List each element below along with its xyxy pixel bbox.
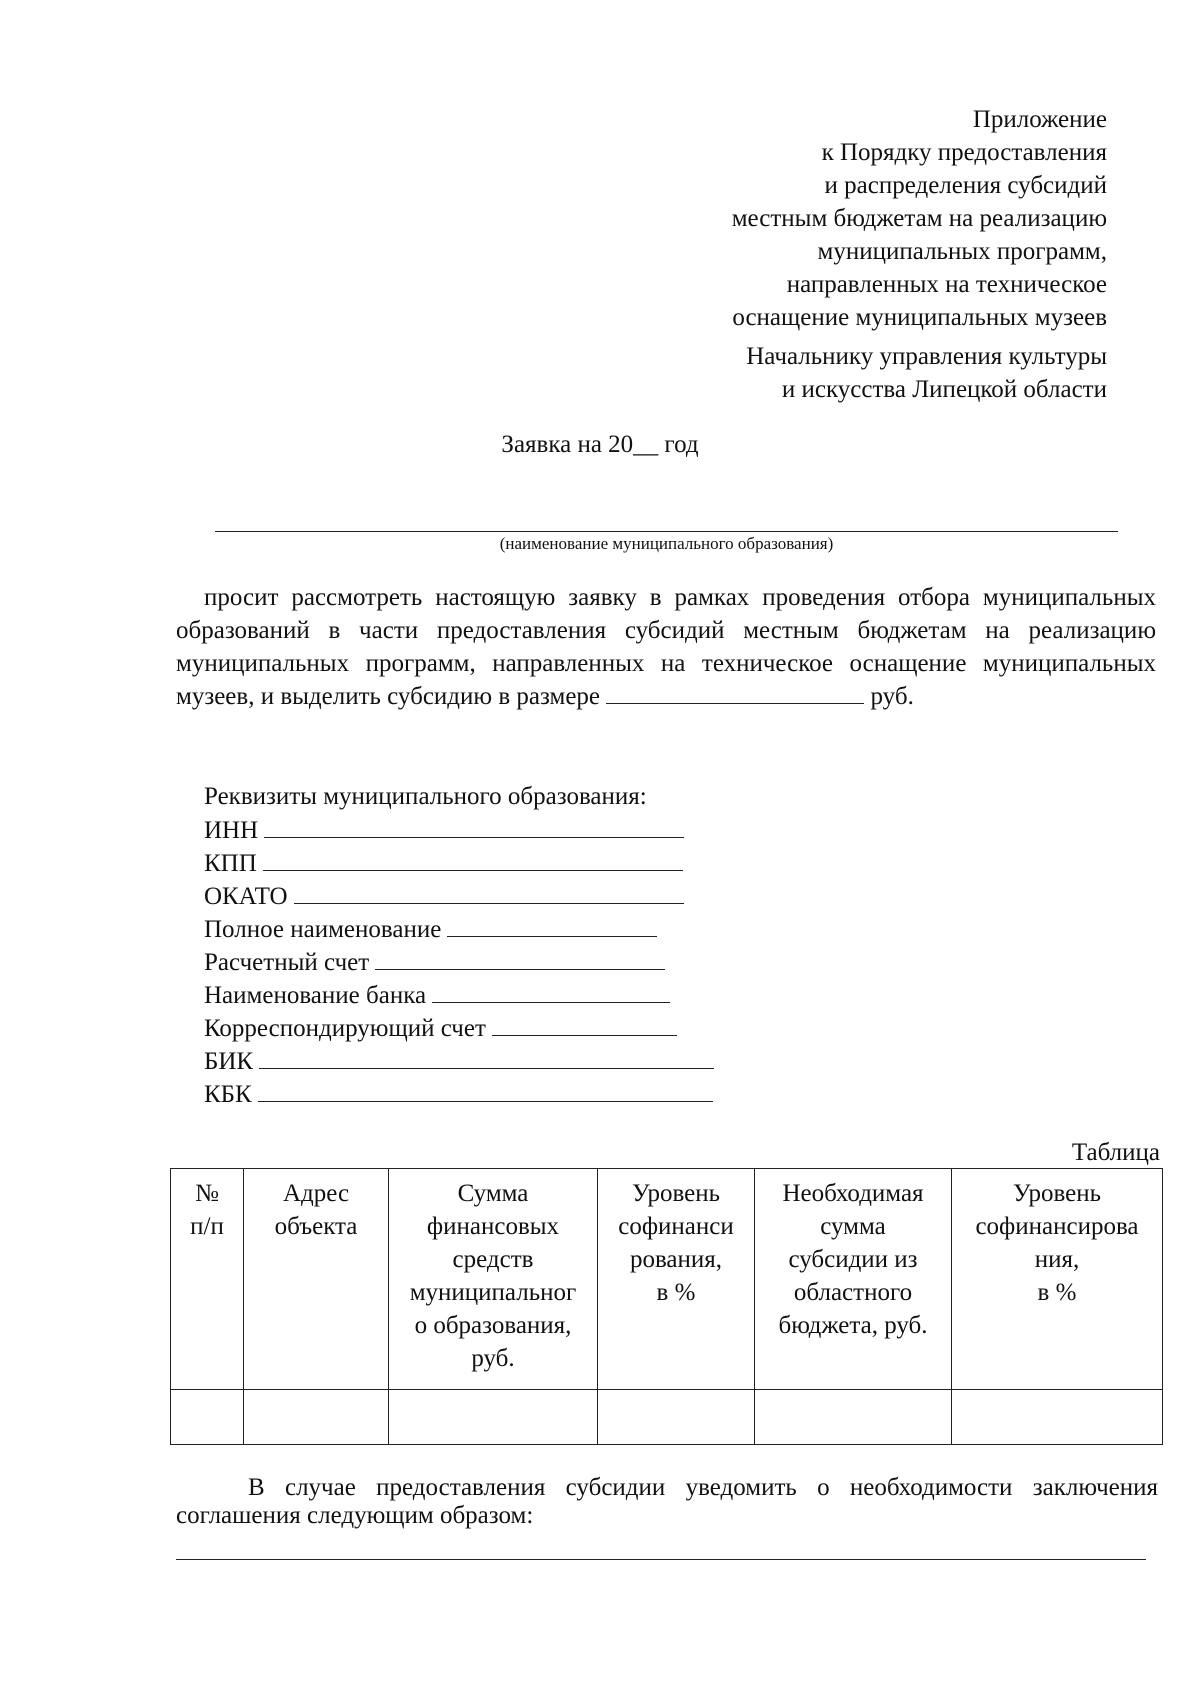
header-line: Сумма — [457, 1180, 529, 1207]
header-cell-address — [244, 1169, 389, 1390]
header-line: руб. — [471, 1345, 515, 1372]
municipality-name-caption: (наименование муниципального образования) — [499, 534, 834, 553]
header-line: Адрес — [282, 1180, 350, 1207]
header-line: бюджета, руб. — [778, 1312, 928, 1339]
field-blank — [264, 813, 684, 838]
header-line: Уровень — [631, 1180, 721, 1207]
closing-blank-line — [176, 1559, 1146, 1560]
appendix-line: и распределения субсидий — [824, 172, 1107, 199]
field-blank — [259, 1044, 714, 1069]
field-okato — [204, 879, 714, 912]
header-line: Необходимая — [782, 1180, 924, 1207]
field-label: КБК — [204, 1081, 252, 1108]
header-line: муниципальног — [409, 1279, 577, 1306]
table-cell — [171, 1390, 244, 1445]
field-label: Полное наименование — [204, 916, 442, 943]
field-kbk — [204, 1077, 714, 1110]
request-text: просит рассмотреть настоящую заявку в рамках проведения отбора муниципальных образований в части предоставления субсидий местным бюджетам на реализацию муниципальных программ, направленных на техническое оснащение муниципальных музеев, и выделить субсидию в размере — [176, 584, 1156, 710]
header-line: областного — [793, 1279, 913, 1306]
addressee-block — [746, 340, 1107, 406]
field-label: ИНН — [204, 817, 259, 844]
field-label: КПП — [204, 850, 257, 877]
requisites-heading: Реквизиты муниципального образования: — [204, 783, 647, 810]
field-blank — [258, 1077, 713, 1102]
closing-text: В случае предоставления субсидии уведомить о необходимости заключения соглашения следующим образом: — [176, 1474, 1158, 1529]
table-cell — [952, 1390, 1163, 1445]
header-line: сумма — [820, 1213, 886, 1240]
field-label: Расчетный счет — [204, 949, 370, 976]
table-row — [171, 1390, 1163, 1445]
header-line: субсидии из — [788, 1246, 918, 1273]
appendix-line: муниципальных программ, — [817, 238, 1107, 265]
field-blank — [294, 879, 684, 904]
table-cell — [389, 1390, 598, 1445]
header-line: в % — [656, 1279, 696, 1306]
document-title: Заявка на 20__ год — [501, 431, 699, 458]
field-label: БИК — [204, 1048, 254, 1075]
field-blank — [375, 945, 665, 970]
requisites-list — [204, 813, 714, 1110]
header-line: о образования, — [414, 1312, 572, 1339]
header-line: в % — [1037, 1279, 1077, 1306]
table-cell — [244, 1390, 389, 1445]
header-cell-number — [171, 1169, 244, 1390]
field-blank — [432, 978, 670, 1003]
appendix-header — [732, 103, 1107, 334]
appendix-line: направленных на техническое — [786, 271, 1107, 298]
field-inn — [204, 813, 714, 846]
header-line: объекта — [274, 1213, 358, 1240]
addressee-line: и искусства Липецкой области — [781, 376, 1107, 403]
table-header-row — [171, 1169, 1163, 1390]
appendix-line: к Порядку предоставления — [821, 139, 1107, 166]
header-line: рования, — [629, 1246, 723, 1273]
field-label: Наименование банка — [204, 982, 427, 1009]
field-bik — [204, 1044, 714, 1077]
header-line: ния, — [1034, 1246, 1080, 1273]
appendix-line: оснащение муниципальных музеев — [732, 304, 1107, 331]
field-kpp — [204, 846, 714, 879]
field-correspondent-account — [204, 1011, 714, 1044]
header-cell-cofinancing-level-2 — [952, 1169, 1163, 1390]
field-full-name — [204, 912, 714, 945]
subsidy-table — [170, 1168, 1163, 1445]
field-label: Корреспондирующий счет — [204, 1015, 486, 1042]
header-cell-municipal-funds — [389, 1169, 598, 1390]
header-line: финансовых — [426, 1213, 560, 1240]
table-cell — [598, 1390, 755, 1445]
closing-paragraph — [176, 1474, 1158, 1530]
header-cell-cofinancing-level — [598, 1169, 755, 1390]
municipality-name-line — [215, 531, 1118, 532]
table-caption: Таблица — [1071, 1139, 1160, 1166]
table-cell — [755, 1390, 952, 1445]
field-blank — [263, 846, 683, 871]
field-label: ОКАТО — [204, 883, 288, 910]
addressee-line: Начальнику управления культуры — [746, 343, 1107, 370]
header-line: средств — [452, 1246, 534, 1273]
subsidy-amount-blank — [606, 681, 864, 704]
field-blank — [447, 912, 657, 937]
request-currency: руб. — [870, 683, 914, 710]
field-bank-name — [204, 978, 714, 1011]
appendix-line: местным бюджетам на реализацию — [731, 205, 1107, 232]
header-line: № — [195, 1180, 219, 1207]
header-cell-required-subsidy — [755, 1169, 952, 1390]
appendix-line: Приложение — [972, 106, 1107, 133]
header-line: п/п — [190, 1213, 224, 1240]
field-account — [204, 945, 714, 978]
header-line: софинанси — [618, 1213, 734, 1240]
header-line: Уровень — [1012, 1180, 1102, 1207]
header-line: софинансирова — [975, 1213, 1139, 1240]
field-blank — [492, 1011, 677, 1036]
request-paragraph — [176, 581, 1156, 713]
